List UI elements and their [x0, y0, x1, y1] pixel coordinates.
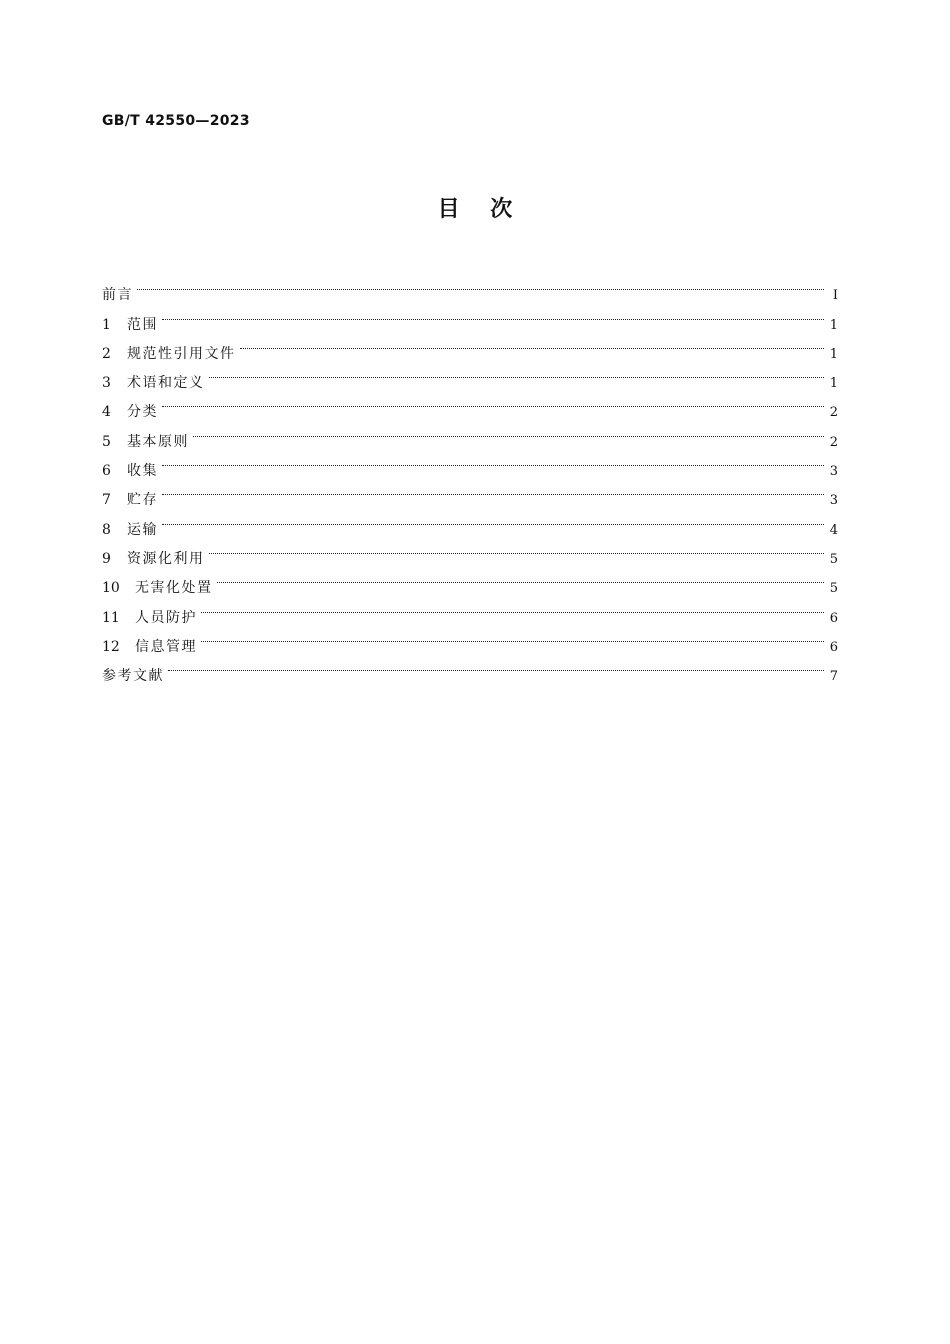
toc-entry-page: 2 [829, 434, 838, 450]
toc-entry-label: 资源化利用 [127, 550, 205, 567]
toc-leader-dots [162, 475, 824, 504]
toc-leader-dots [162, 299, 824, 328]
toc-entry-label: 运输 [127, 521, 158, 538]
toc-entry-label: 人员防护 [135, 609, 197, 626]
toc-entry-11[interactable] [102, 592, 838, 626]
toc-entry-number: 3 [102, 375, 111, 392]
toc-entry-number: 2 [102, 345, 111, 362]
toc-leader-dots [162, 387, 824, 416]
toc-entry-number: 7 [102, 492, 111, 509]
toc-entry-page: 1 [829, 346, 838, 362]
toc-entry-label: 术语和定义 [127, 375, 205, 392]
toc-entry-page: 3 [829, 493, 838, 509]
toc-entry-page: 5 [829, 551, 838, 567]
toc-entry-12[interactable] [102, 622, 838, 655]
toc-entry-6[interactable] [102, 446, 838, 480]
toc-entry-number: 9 [102, 550, 111, 567]
toc-leader-dots [201, 622, 824, 651]
toc-entry-label: 基本原则 [127, 433, 189, 450]
toc-entry-label: 范围 [127, 316, 158, 333]
toc-entry-page: 4 [829, 522, 838, 538]
toc-entry-5[interactable] [102, 416, 838, 450]
toc-entry-2[interactable] [102, 329, 838, 362]
toc-leader-dots [168, 651, 824, 680]
toc-entry-8[interactable] [102, 504, 838, 538]
toc-leader-dots [137, 270, 824, 299]
toc-entry-page: 5 [829, 581, 838, 597]
toc-title: 目 次 [437, 197, 513, 222]
toc-entry-references[interactable] [102, 651, 838, 685]
toc-entry-label: 参考文献 [102, 668, 164, 685]
toc-entry-9[interactable] [102, 534, 838, 567]
toc-leader-dots [217, 563, 824, 592]
toc-entry-number: 4 [102, 404, 111, 421]
toc-leader-dots [162, 446, 824, 475]
toc-list [102, 270, 838, 685]
toc-entry-number: 5 [102, 433, 111, 450]
toc-entry-1[interactable] [102, 299, 838, 333]
toc-entry-preface[interactable] [102, 270, 838, 304]
toc-entry-number: 6 [102, 463, 111, 480]
toc-leader-dots [209, 534, 824, 563]
toc-entry-label: 无害化处置 [135, 580, 213, 597]
toc-entry-number: 12 [102, 638, 120, 655]
toc-entry-number: 8 [102, 521, 111, 538]
toc-entry-10[interactable] [102, 563, 838, 597]
toc-entry-3[interactable] [102, 358, 838, 392]
toc-entry-label: 规范性引用文件 [127, 345, 236, 362]
toc-leader-dots [162, 504, 824, 533]
toc-leader-dots [209, 358, 824, 387]
standard-number: GB/T 42550—2023 [102, 113, 250, 129]
toc-entry-page: 6 [829, 639, 838, 655]
toc-entry-number: 1 [102, 316, 111, 333]
toc-entry-page: Ⅰ [832, 288, 838, 304]
toc-leader-dots [201, 592, 824, 621]
toc-entry-page: 7 [829, 669, 838, 685]
toc-leader-dots [193, 416, 824, 445]
toc-entry-number: 11 [102, 609, 120, 626]
toc-entry-label: 分类 [127, 404, 158, 421]
toc-entry-page: 1 [829, 376, 838, 392]
toc-entry-page: 3 [829, 464, 838, 480]
toc-entry-7[interactable] [102, 475, 838, 509]
toc-entry-number: 10 [102, 580, 120, 597]
toc-entry-4[interactable] [102, 387, 838, 421]
toc-entry-page: 2 [829, 405, 838, 421]
toc-entry-label: 前言 [102, 287, 133, 304]
toc-leader-dots [240, 329, 824, 358]
toc-entry-label: 信息管理 [135, 638, 197, 655]
toc-entry-label: 收集 [127, 463, 158, 480]
toc-entry-page: 1 [829, 317, 838, 333]
toc-entry-label: 贮存 [127, 492, 158, 509]
toc-entry-page: 6 [829, 610, 838, 626]
